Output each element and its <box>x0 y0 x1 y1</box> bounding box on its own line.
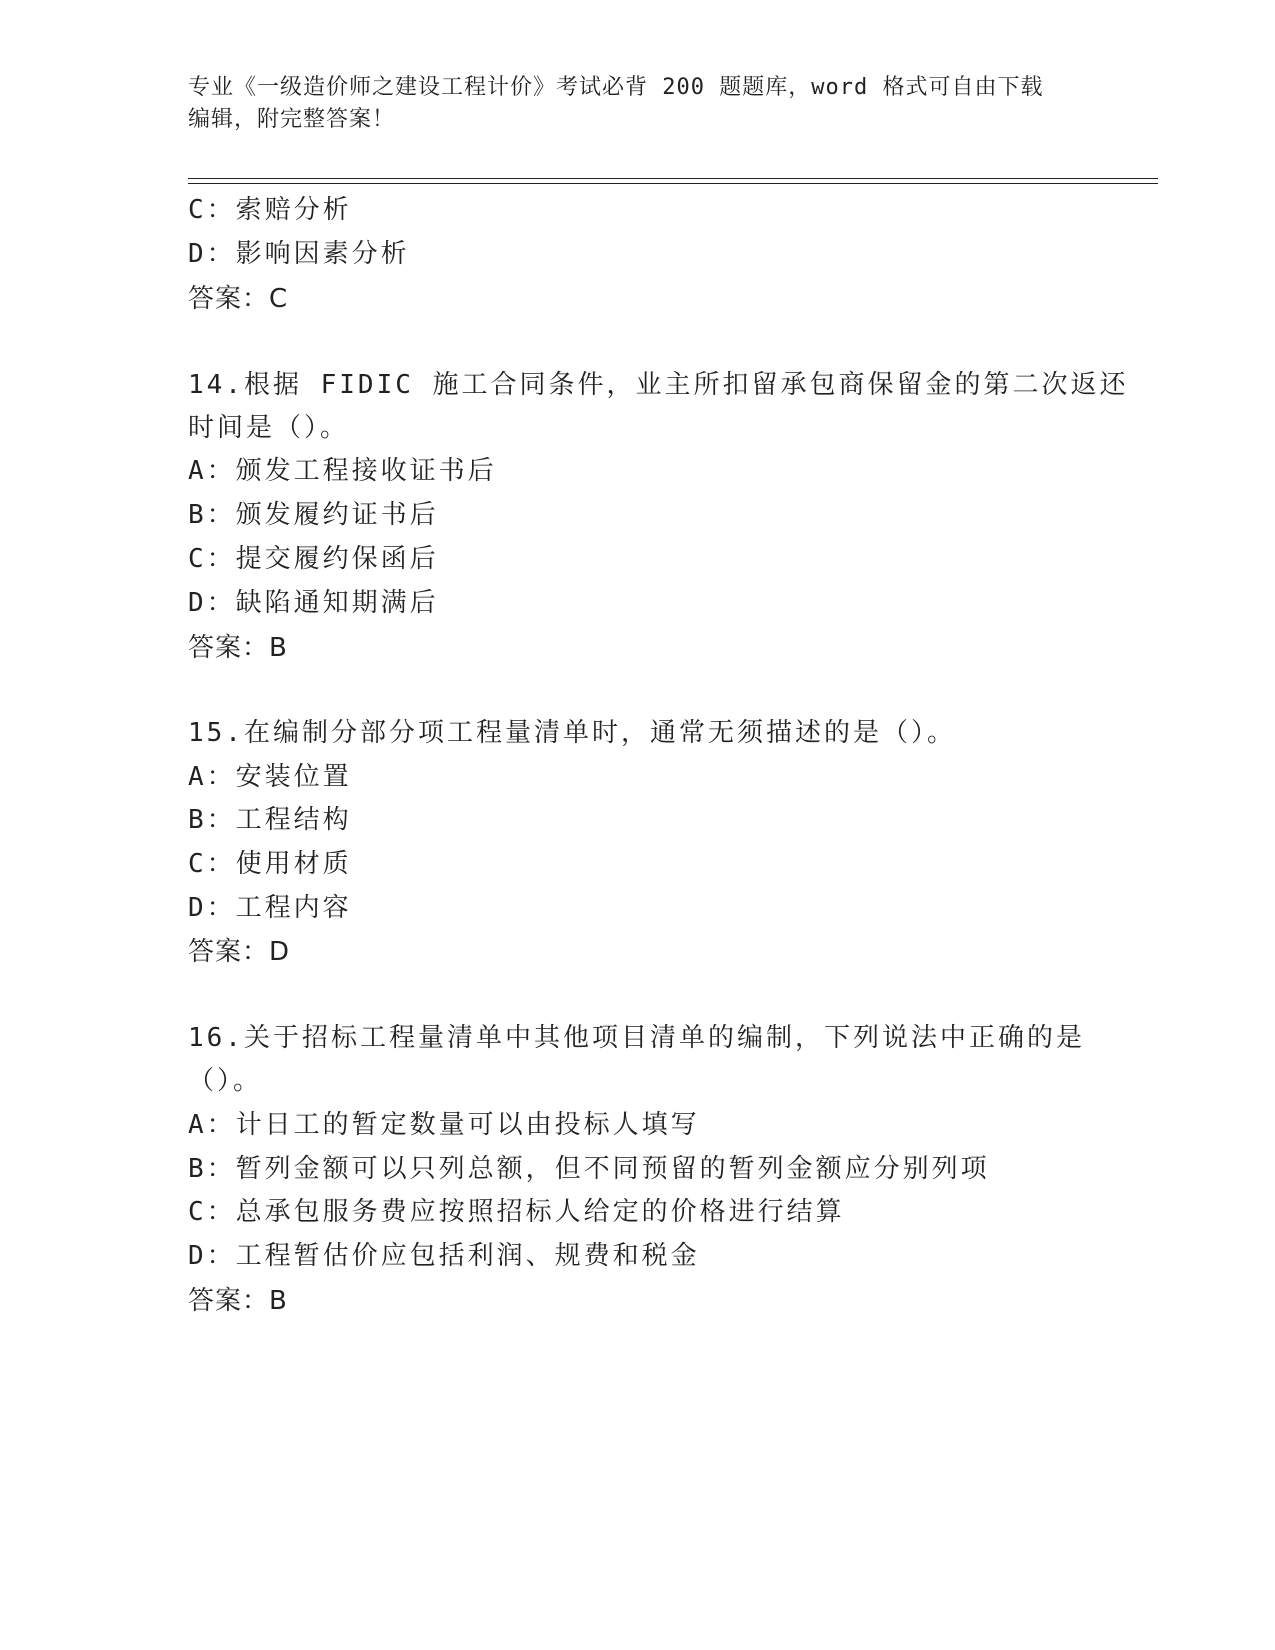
header-divider-bottom <box>188 183 1158 184</box>
q16-option-d: D：工程暂估价应包括利润、规费和税金 <box>188 1241 700 1271</box>
q16-stem-line-1: 16.关于招标工程量清单中其他项目清单的编制，下列说法中正确的是 <box>188 1023 1085 1053</box>
q16-option-b: B：暂列金额可以只列总额，但不同预留的暂列金额应分别列项 <box>188 1154 990 1184</box>
prev-option-d: D：影响因素分析 <box>188 239 410 269</box>
q15-option-a: A：安装位置 <box>188 762 352 792</box>
q15-stem-line-1: 15.在编制分部分项工程量清单时，通常无须描述的是（）。 <box>188 718 956 748</box>
q16-option-c: C：总承包服务费应按照招标人给定的价格进行结算 <box>188 1197 845 1227</box>
q14-stem-line-2: 时间是（）。 <box>188 413 350 443</box>
q15-option-d: D：工程内容 <box>188 893 352 923</box>
header-line-1: 专业《一级造价师之建设工程计价》考试必背 200 题题库，word 格式可自由下载 <box>188 75 1044 100</box>
prev-option-c: C：索赔分析 <box>188 195 352 225</box>
q14-option-d: D：缺陷通知期满后 <box>188 588 439 618</box>
q16-stem-line-2: （）。 <box>188 1066 263 1096</box>
prev-answer: 答案：C <box>188 284 289 314</box>
page-header <box>188 72 1088 136</box>
header-line-2: 编辑，附完整答案！ <box>188 107 396 132</box>
q15-option-c: C：使用材质 <box>188 849 352 879</box>
q14-answer: 答案：B <box>188 633 288 663</box>
q16-option-a: A：计日工的暂定数量可以由投标人填写 <box>188 1110 700 1140</box>
q14-option-a: A：颁发工程接收证书后 <box>188 456 497 486</box>
q16-answer: 答案：B <box>188 1286 288 1316</box>
q14-option-c: C：提交履约保函后 <box>188 544 439 574</box>
q14-stem-line-1: 14.根据 FIDIC 施工合同条件，业主所扣留承包商保留金的第二次返还 <box>188 370 1129 400</box>
q15-answer: 答案：D <box>188 937 291 967</box>
header-divider-top <box>188 178 1158 179</box>
q14-option-b: B：颁发履约证书后 <box>188 500 439 530</box>
q15-option-b: B：工程结构 <box>188 805 352 835</box>
